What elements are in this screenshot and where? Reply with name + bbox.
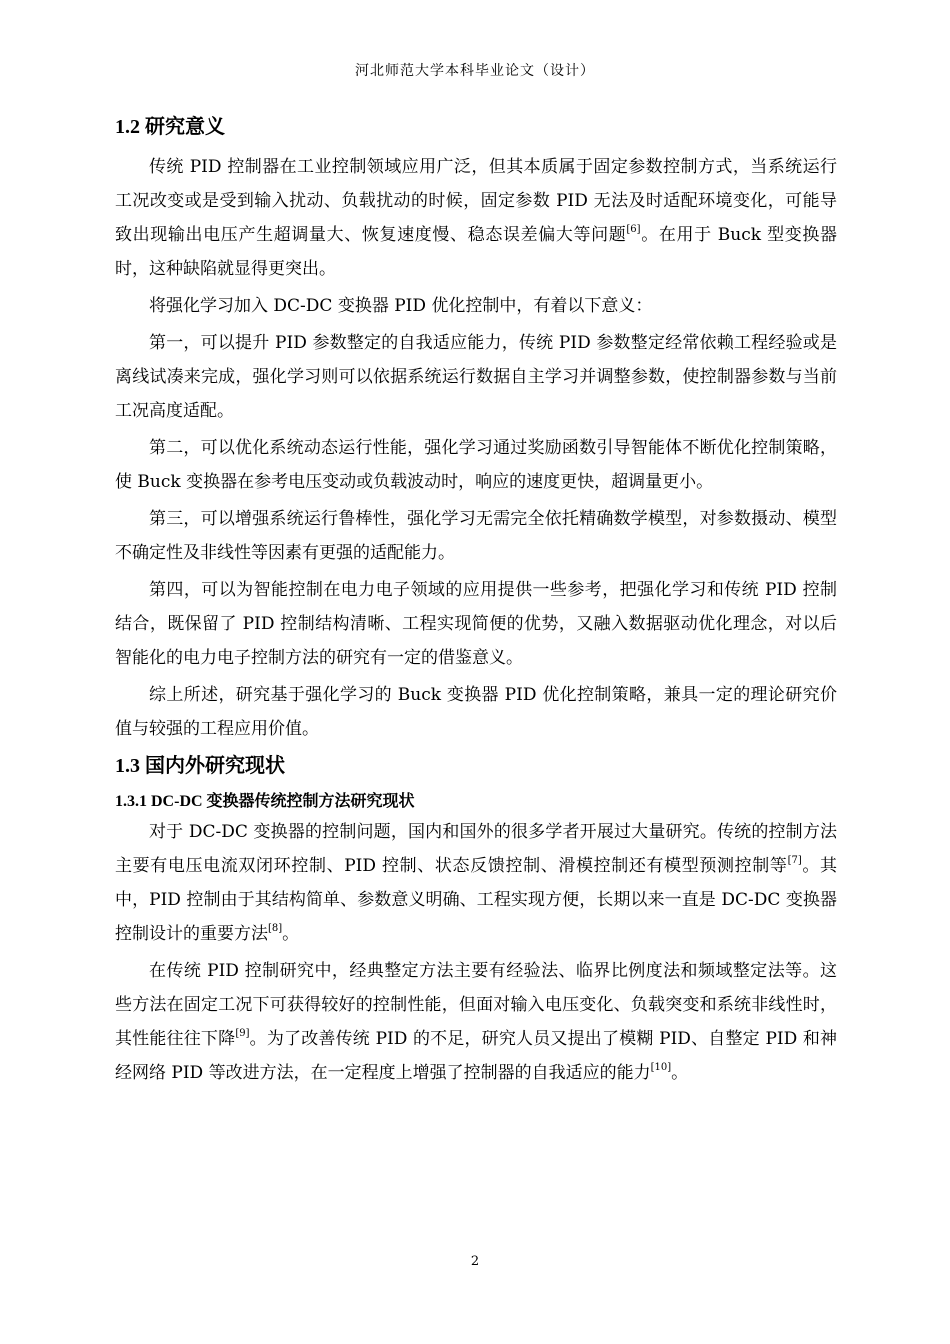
section-heading-1-3: 1.3 国内外研究现状	[115, 755, 285, 777]
running-header: 河北师范大学本科毕业论文（设计）	[355, 63, 595, 79]
section-heading-1-2: 1.2 研究意义	[115, 116, 225, 138]
paragraph-text: 。为了改善传统 PID 的不足，研究人员又提出了模糊 PID、自整定 PID 和神经网络 PID 等改进方法，在一定程度上增强了控制器的自我适应的能力	[115, 1029, 838, 1083]
paragraph: 第二，可以优化系统动态运行性能，强化学习通过奖励函数引导智能体不断优化控制策略，使 Buck 变换器在参考电压变动或负载波动时，响应的速度更快，超调量更小。	[115, 438, 837, 492]
paragraph: 将强化学习加入 DC-DC 变换器 PID 优化控制中，有着以下意义：	[149, 296, 653, 316]
citation: [7]	[787, 855, 802, 866]
citation: [10]	[650, 1062, 672, 1073]
paragraph-text: 对于 DC-DC 变换器的控制问题，国内和国外的很多学者开展过大量研究。传统的控制方法主要有电压电流双闭环控制、PID 控制、状态反馈控制、滑模控制还有模型预测控制等	[115, 822, 837, 876]
paragraph-text: 。	[671, 1063, 689, 1083]
paragraph	[115, 815, 837, 951]
paragraph-text: 在传统 PID 控制研究中，经典整定方法主要有经验法、临界比例度法和频域整定法等。这些方法在固定工况下可获得较好的控制性能，但面对输入电压变化、负载突变和系统非线性时，其性能往往下降	[115, 961, 837, 1049]
paragraph-text: 。其中，PID 控制由于其结构简单、参数意义明确、工程实现方便，长期以来一直是 DC-DC 变换器控制设计的重要方法	[115, 856, 838, 944]
paragraph: 第四，可以为智能控制在电力电子领域的应用提供一些参考，把强化学习和传统 PID 控制结合，既保留了 PID 控制结构清晰、工程实现简便的优势，又融入数据驱动优化理念，对以后智能化的电力电子控制方法的研究有一定的借鉴意义。	[115, 580, 837, 668]
citation: [9]	[235, 1028, 250, 1039]
page-body	[115, 110, 837, 1093]
paragraph-text: 。	[282, 924, 300, 944]
page-number: 2	[470, 1254, 480, 1269]
paragraph-text: 。在用于 Buck 型变换器时，这种缺陷就显得更突出。	[115, 225, 837, 279]
paragraph: 第一，可以提升 PID 参数整定的自我适应能力，传统 PID 参数整定经常依赖工程经验或是离线试凑来完成，强化学习则可以依据系统运行数据自主学习并调整参数，使控制器参数与当前工况高度适配。	[115, 333, 837, 421]
paragraph: 综上所述，研究基于强化学习的 Buck 变换器 PID 优化控制策略，兼具一定的理论研究价值与较强的工程应用价值。	[115, 685, 837, 739]
citation: [6]	[626, 224, 641, 235]
paragraph	[115, 150, 837, 286]
citation: [8]	[268, 923, 283, 934]
subsection-heading-1-3-1: 1.3.1 DC-DC 变换器传统控制方法研究现状	[115, 793, 415, 810]
paragraph	[115, 954, 837, 1090]
paragraph: 第三，可以增强系统运行鲁棒性，强化学习无需完全依托精确数学模型，对参数摄动、模型不确定性及非线性等因素有更强的适配能力。	[115, 509, 837, 563]
paragraph-text: 传统 PID 控制器在工业控制领域应用广泛，但其本质属于固定参数控制方式，当系统运行工况改变或是受到输入扰动、负载扰动的时候，固定参数 PID 无法及时适配环境变化，可能导致出现输出电压产生超调量大、恢复速度慢、稳态误差偏大等问题	[115, 157, 837, 245]
